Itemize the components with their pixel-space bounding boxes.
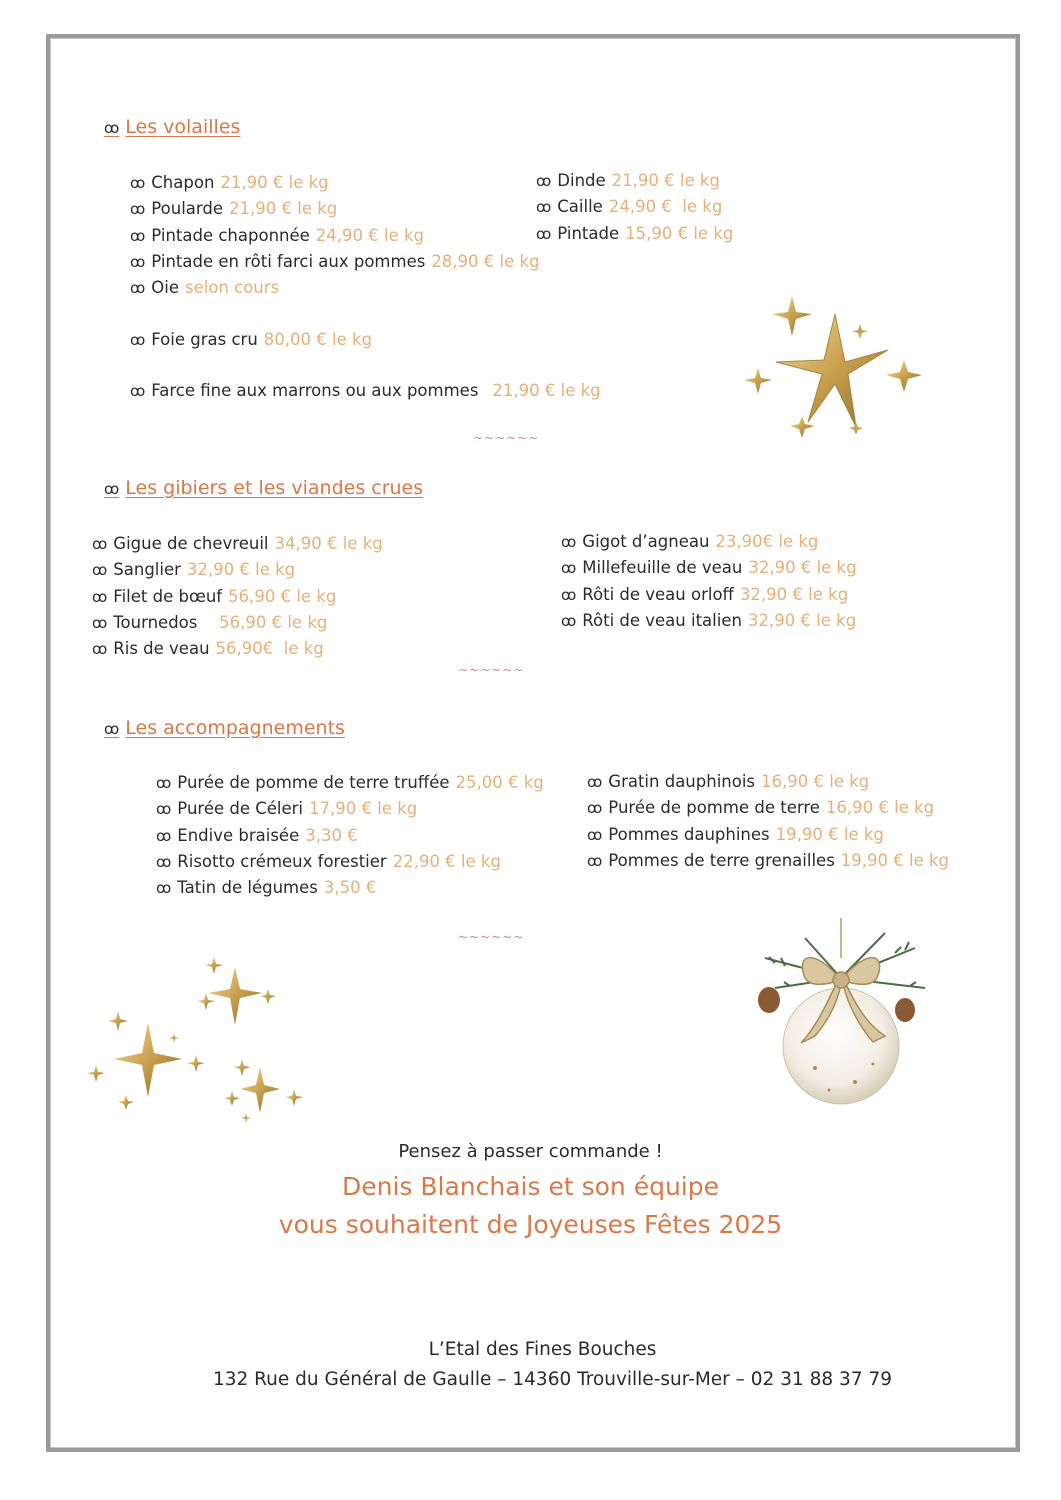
bullet-icon: ꝏ (130, 279, 146, 298)
item-name: Risotto crémeux forestier (177, 851, 387, 871)
item-price: 21,90 € le kg (229, 199, 338, 219)
accompagnements-right-list (587, 769, 949, 874)
list-item (587, 822, 949, 848)
list-item (156, 823, 544, 849)
list-item (156, 849, 544, 875)
bullet-icon: ꝏ (130, 252, 146, 271)
item-price: 22,90 € le kg (392, 851, 501, 871)
bullet-icon: ꝏ (587, 799, 603, 818)
list-item (130, 170, 540, 196)
item-price: 32,90 € le kg (748, 558, 857, 578)
list-item (130, 196, 540, 222)
item-price: 19,90 € le kg (840, 850, 950, 870)
bullet-icon: ꝏ (536, 198, 552, 217)
item-price: 24,90 € le kg (315, 225, 425, 245)
item-name: Purée de Céleri (177, 799, 304, 819)
item-price: 28,90 € le kg (431, 251, 540, 271)
star-cluster-icon (738, 292, 928, 452)
item-price: 32,90 € le kg (739, 584, 849, 604)
shop-name: L’Etal des Fines Bouches (428, 1339, 657, 1360)
list-item (561, 582, 857, 608)
list-item (536, 221, 733, 247)
bullet-icon: ꝏ (130, 174, 146, 192)
item-price: 24,90 € le kg (608, 197, 723, 217)
bullet-icon: ꝏ (130, 200, 146, 219)
item-name: Endive braisée (177, 825, 300, 845)
item-name: Chapon (151, 173, 215, 192)
list-item (92, 584, 383, 610)
bullet-icon: ꝏ (130, 226, 146, 245)
item-name: Poularde (151, 199, 224, 219)
item-name: Ris de veau (113, 639, 210, 659)
section-title-accompagnements: ꝏ Les accompagnements (104, 717, 345, 739)
bullet-icon: ꝏ (156, 852, 172, 871)
item-name: Pommes de terre grenailles (608, 850, 835, 870)
bullet-icon: ꝏ (104, 119, 120, 137)
item-price: 15,90 € le kg (625, 223, 734, 243)
bullet-icon: ꝏ (92, 561, 108, 580)
item-price: 25,00 € kg (455, 773, 544, 792)
item-name: Millefeuille de veau (582, 558, 743, 578)
bullet-icon: ꝏ (561, 559, 577, 578)
bullet-icon: ꝏ (587, 825, 603, 844)
separator: ~~~~~~ (473, 431, 540, 445)
bullet-icon: ꝏ (156, 800, 172, 819)
bullet-icon: ꝏ (104, 720, 120, 738)
list-item (587, 848, 949, 874)
item-name: Tournedos (113, 612, 198, 632)
item-name: Oie (151, 278, 180, 298)
bullet-icon: ꝏ (92, 587, 108, 606)
list-item (561, 529, 857, 555)
item-name: Pintade (557, 223, 620, 243)
item-name: Purée de pomme de terre (608, 798, 820, 818)
list-item (156, 796, 544, 822)
star-cluster-icon (80, 955, 310, 1130)
wish-line-2: vous souhaitent de Joyeuses Fêtes 2025 (278, 1210, 783, 1239)
item-price: 17,90 € le kg (309, 799, 418, 819)
item-price: selon cours (185, 278, 280, 298)
separator: ~~~~~~ (458, 930, 525, 944)
list-item (130, 275, 540, 301)
accompagnements-left-list (156, 770, 544, 901)
bullet-icon: ꝏ (587, 773, 603, 791)
list-item (561, 608, 857, 634)
volailles-right-list (536, 168, 733, 247)
bullet-icon: ꝏ (156, 826, 172, 845)
item-price: 32,90 € le kg (747, 610, 857, 630)
separator: ~~~~~~ (458, 663, 525, 677)
item-price: 23,90€ le kg (715, 532, 819, 551)
bullet-icon: ꝏ (92, 535, 108, 553)
list-item (92, 610, 383, 636)
bullet-icon: ꝏ (92, 613, 108, 632)
item-price: 16,90 € le kg (761, 772, 870, 791)
bullet-icon: ꝏ (104, 480, 120, 498)
list-item (587, 795, 949, 821)
list-item (536, 168, 733, 194)
list-item (130, 249, 540, 275)
item-name: Pintade en rôti farci aux pommes (151, 251, 426, 271)
item-price: 21,90 € le kg (611, 171, 720, 190)
item-price: 56,90 € le kg (228, 586, 337, 606)
order-note: Pensez à passer commande ! (398, 1141, 663, 1162)
list-item-foie-gras: ꝏ Foie gras cru 80,00 € le kg (130, 330, 373, 349)
item-price: 19,90 € le kg (775, 824, 884, 844)
item-price: 3,30 € (305, 825, 358, 845)
bullet-icon: ꝏ (156, 879, 172, 898)
bullet-icon: ꝏ (130, 331, 146, 349)
item-name: Dinde (557, 171, 606, 190)
bullet-icon: ꝏ (156, 774, 172, 792)
list-item (156, 875, 544, 901)
bullet-icon: ꝏ (561, 533, 577, 551)
list-item (561, 555, 857, 581)
item-name: Pommes dauphines (608, 824, 770, 844)
volailles-left-list (130, 170, 540, 301)
item-price: 56,90€ le kg (215, 639, 324, 659)
bullet-icon: ꝏ (561, 585, 577, 604)
bullet-icon: ꝏ (536, 172, 552, 190)
section-title-volailles: ꝏ Les volailles (104, 116, 241, 138)
list-item (587, 769, 949, 795)
wish-line-1: Denis Blanchais et son équipe (341, 1172, 719, 1201)
item-price: 3,50 € (323, 878, 377, 898)
item-name: Pintade chaponnée (151, 225, 310, 245)
bullet-icon: ꝏ (561, 611, 577, 630)
bullet-icon: ꝏ (130, 382, 146, 400)
item-price: 16,90 € le kg (825, 798, 935, 818)
item-price: 34,90 € le kg (274, 534, 383, 553)
list-item (156, 770, 544, 796)
item-price: 32,90 € le kg (186, 560, 296, 580)
list-item (92, 636, 383, 662)
item-name: Gigot d’agneau (582, 532, 710, 551)
item-name: Rôti de veau italien (582, 610, 742, 630)
bullet-icon: ꝏ (92, 640, 108, 659)
bullet-icon: ꝏ (587, 851, 603, 870)
bullet-icon: ꝏ (536, 224, 552, 243)
item-name: Purée de pomme de terre truffée (177, 773, 450, 792)
item-name: Tatin de légumes (177, 878, 318, 898)
list-item-farce: ꝏ Farce fine aux marrons ou aux pommes 21,90 € le kg (130, 381, 601, 400)
item-name: Gigue de chevreuil (113, 534, 269, 553)
item-price: 21,90 € le kg (220, 173, 329, 192)
list-item (92, 557, 383, 583)
item-name: Rôti de veau orloff (582, 584, 734, 604)
christmas-bauble-icon (745, 918, 935, 1113)
item-price: 56,90 € le kg (203, 612, 328, 632)
list-item (536, 194, 733, 220)
gibiers-right-list (561, 529, 857, 634)
list-item (92, 531, 383, 557)
gibiers-left-list (92, 531, 383, 662)
item-name: Sanglier (113, 560, 181, 580)
item-name: Gratin dauphinois (608, 772, 756, 791)
section-title-gibiers: ꝏ Les gibiers et les viandes crues (104, 477, 424, 499)
item-name: Caille (557, 197, 603, 217)
shop-address: 132 Rue du Général de Gaulle – 14360 Trouville-sur-Mer – 02 31 88 37 79 (212, 1369, 893, 1390)
item-name: Filet de bœuf (113, 586, 223, 606)
list-item (130, 223, 540, 249)
